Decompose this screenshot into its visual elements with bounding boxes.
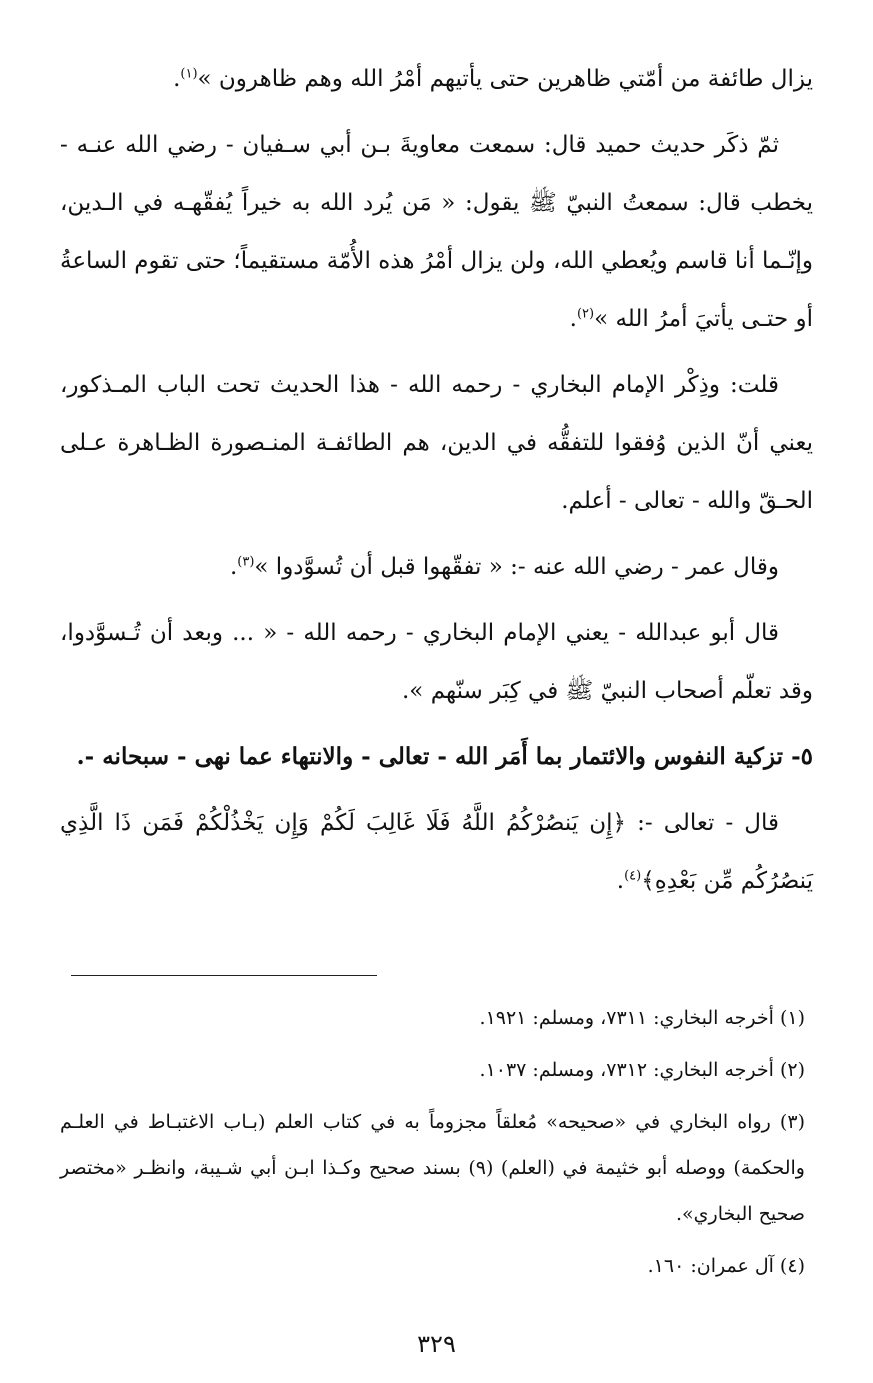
footnote-ref-1[interactable]: (١)	[180, 66, 198, 82]
footnote-1: (١) أخرجه البخاري: ٧٣١١، ومسلم: ١٩٢١.	[479, 1007, 805, 1029]
footnote-2: (٢) أخرجه البخاري: ٧٣١٢، ومسلم: ١٠٣٧.	[479, 1059, 805, 1081]
section-heading: ٥- تزكية النفوس والائتمار بما أَمَر الله - تعالى - والانتهاء عما نهى - سبحانه -.	[76, 743, 813, 770]
footnote-4: (٤) آل عمران: ١٦٠.	[647, 1255, 805, 1277]
footnote-divider	[71, 975, 377, 976]
footnote-ref-2[interactable]: (٢)	[576, 306, 595, 322]
paragraph-2-tail: .	[569, 306, 577, 332]
verse-intro: قال - تعالى -:	[637, 810, 780, 836]
paragraph-1-text: يزال طائفة من أمّتي ظاهرين حتى يأتيهم أمْرُ الله وهم ظاهرون »	[197, 66, 813, 92]
footnote-3: (٣) رواه البخاري في «صحيحه» مُعلقاً مجزوماً به في كتاب العلم (بـاب الاغتبـاط في العلـم والحكمة) ووصله أبو خثيمة في (العلم) (٩) بسند صحيح وكـذا ابـن أبي شـيبة، وانظـر «مختصر صحيح البخاري».	[60, 1111, 805, 1225]
paragraph-3-text: قلت: وذِكْر الإمام البخاري - رحمه الله - هذا الحديث تحت الباب المـذكور، يعني أنّ الذين وُفقوا للتفقُّه في الدين، هم الطائفـة المنـصورة الظـاهرة عـلى الحـقّ والله - تعالى - أعلم.	[60, 372, 813, 514]
paragraph-2-text: ثمّ ذكَر حديث حميد قال: سمعت معاويةَ بـن أبي سـفيان - رضي الله عنـه - يخطب قال: سمعتُ النبيّ ﷺ يقول: « مَن يُرد الله به خيراً يُفقّهـه في الـدين، وإنّـما أنا قاسم ويُعطي الله، ولن يزال أمْرُ هذه الأُمّة مستقيماً؛ حتى تقوم الساعةُ أو حتـى يأتيَ أمرُ الله »	[60, 132, 813, 332]
paragraph-4-tail: .	[229, 554, 238, 580]
main-text	[60, 50, 813, 910]
footnote-ref-4[interactable]: (٤)	[624, 868, 642, 884]
verse-paragraph	[60, 794, 813, 910]
quran-verse: ﴿إِن يَنصُرْكُمُ اللَّهُ فَلَا غَالِبَ لَكُمْ وَإِن يَخْذُلْكُمْ فَمَن ذَا الَّذِي يَنصُرُكُم مِّن بَعْدِهِ﴾	[60, 810, 813, 894]
page-number: ٣٢٩	[417, 1330, 456, 1358]
verse-tail: .	[616, 868, 625, 894]
paragraph-1	[60, 50, 813, 108]
footnotes	[60, 995, 805, 1295]
paragraph-2	[60, 116, 813, 348]
paragraph-5	[60, 604, 813, 720]
footnote-ref-3[interactable]: (٣)	[237, 554, 255, 570]
paragraph-1-tail: .	[173, 66, 181, 92]
paragraph-4	[60, 538, 813, 596]
paragraph-3	[60, 356, 813, 530]
paragraph-5-text: قال أبو عبدالله - يعني الإمام البخاري - رحمه الله - « ... وبعد أن تُـسوَّدوا، وقد تعلّم أصحاب النبيّ ﷺ في كِبَر سنّهم ».	[60, 620, 813, 704]
paragraph-4-text: وقال عمر - رضي الله عنه -: « تفقّهوا قبل أن تُسوَّدوا »	[254, 554, 779, 580]
